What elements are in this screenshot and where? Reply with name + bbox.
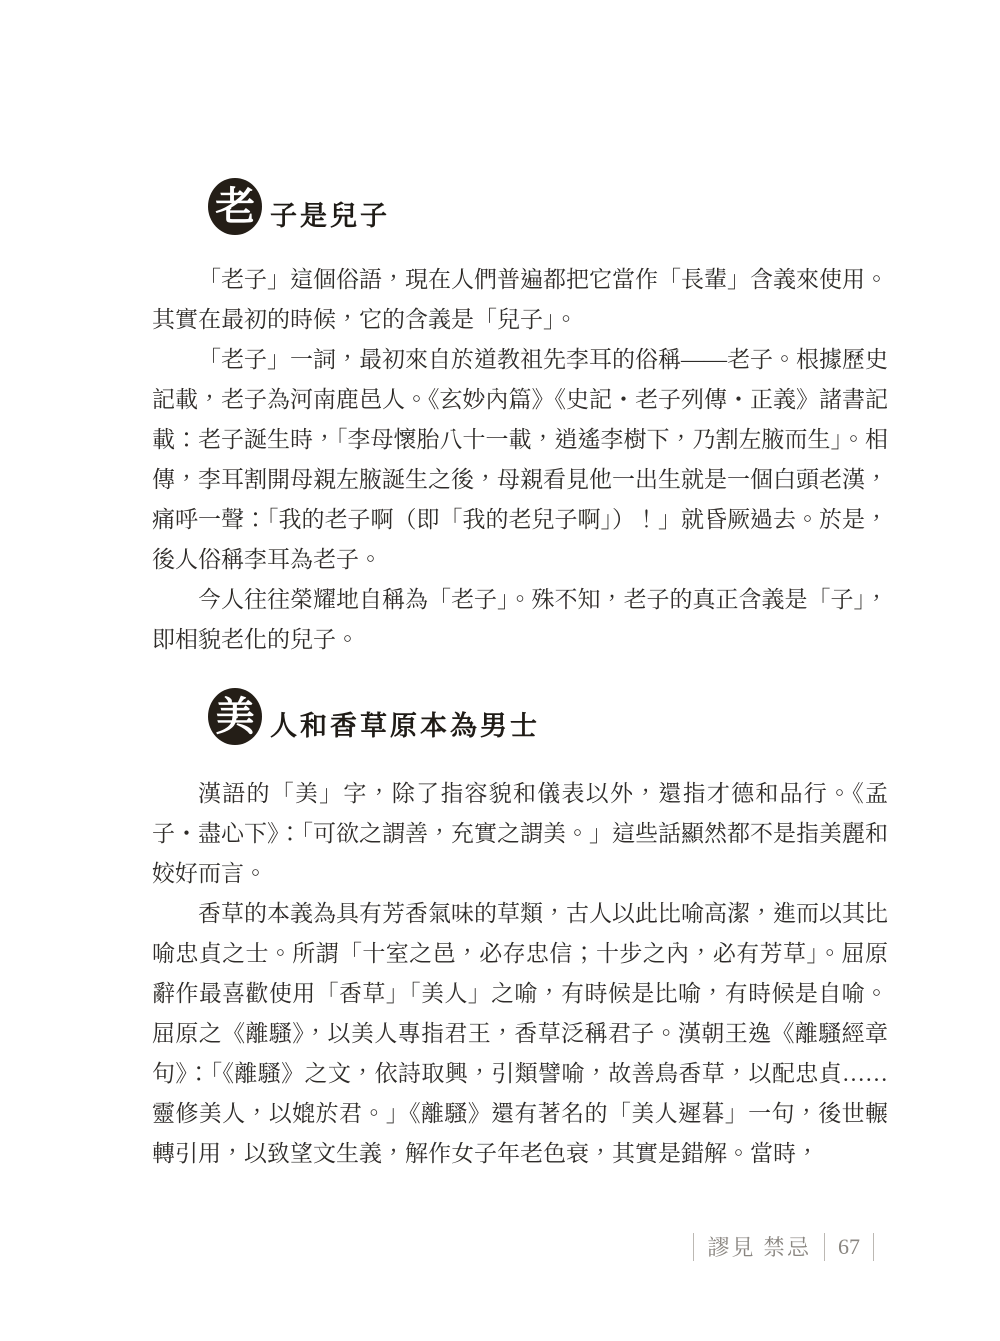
paragraph: 「老子」這個俗語，現在人們普遍都把它當作「長輩」含義來使用。其實在最初的時候，它的含義是「兒子」。 (152, 267, 888, 332)
footer-divider (824, 1233, 825, 1261)
section-body-mei (152, 774, 888, 1174)
section-title: 子是兒子 (270, 201, 390, 231)
section-title: 人和香草原本為男士 (270, 711, 540, 741)
paragraph: 「老子」一詞，最初來自於道教祖先李耳的俗稱——老子。根據歷史記載，老子為河南鹿邑人。《玄妙內篇》《史記・老子列傳・正義》諸書記載：老子誕生時，「李母懷胎八十一載，逍遙李樹下，乃割左腋而生」。相傳，李耳割開母親左腋誕生之後，母親看見他一出生就是一個白頭老漢，痛呼一聲：「我的老子啊（即「我的老兒子啊」）！」就昏厥過去。於是，後人俗稱李耳為老子。 (152, 347, 888, 572)
page-number: 67 (838, 1233, 860, 1259)
badge-character: 美 (215, 693, 255, 739)
section-header-mei (208, 688, 540, 745)
section-header-laozi (208, 178, 390, 235)
badge-character: 老 (215, 183, 255, 229)
running-title: 謬見 禁忌 (707, 1235, 811, 1260)
paragraph: 漢語的「美」字，除了指容貌和儀表以外，還指才德和品行。《孟子・盡心下》：「可欲之謂善，充實之謂美。」這些話顯然都不是指美麗和姣好而言。 (152, 781, 888, 886)
paragraph: 香草的本義為具有芳香氣味的草類，古人以此比喻高潔，進而以其比喻忠貞之士。所謂「十室之邑，必存忠信；十步之內，必有芳草」。屈原辭作最喜歡使用「香草」「美人」之喻，有時候是比喻，有時候是自喻。屈原之《離騷》，以美人專指君王，香草泛稱君子。漢朝王逸《離騷經章句》：「《離騷》之文，依詩取興，引類譬喻，故善鳥香草，以配忠貞……靈修美人，以媲於君。」《離騷》還有著名的「美人遲暮」一句，後世輾轉引用，以致望文生義，解作女子年老色衰，其實是錯解。當時， (152, 901, 888, 1166)
section-body-laozi (152, 260, 888, 660)
footer-divider (873, 1233, 874, 1261)
page-footer (693, 1231, 874, 1262)
section-badge-icon (208, 688, 262, 745)
section-badge-icon (208, 178, 262, 235)
paragraph: 今人往往榮耀地自稱為「老子」。殊不知，老子的真正含義是「子」，即相貌老化的兒子。 (152, 587, 888, 652)
footer-divider (693, 1233, 694, 1261)
